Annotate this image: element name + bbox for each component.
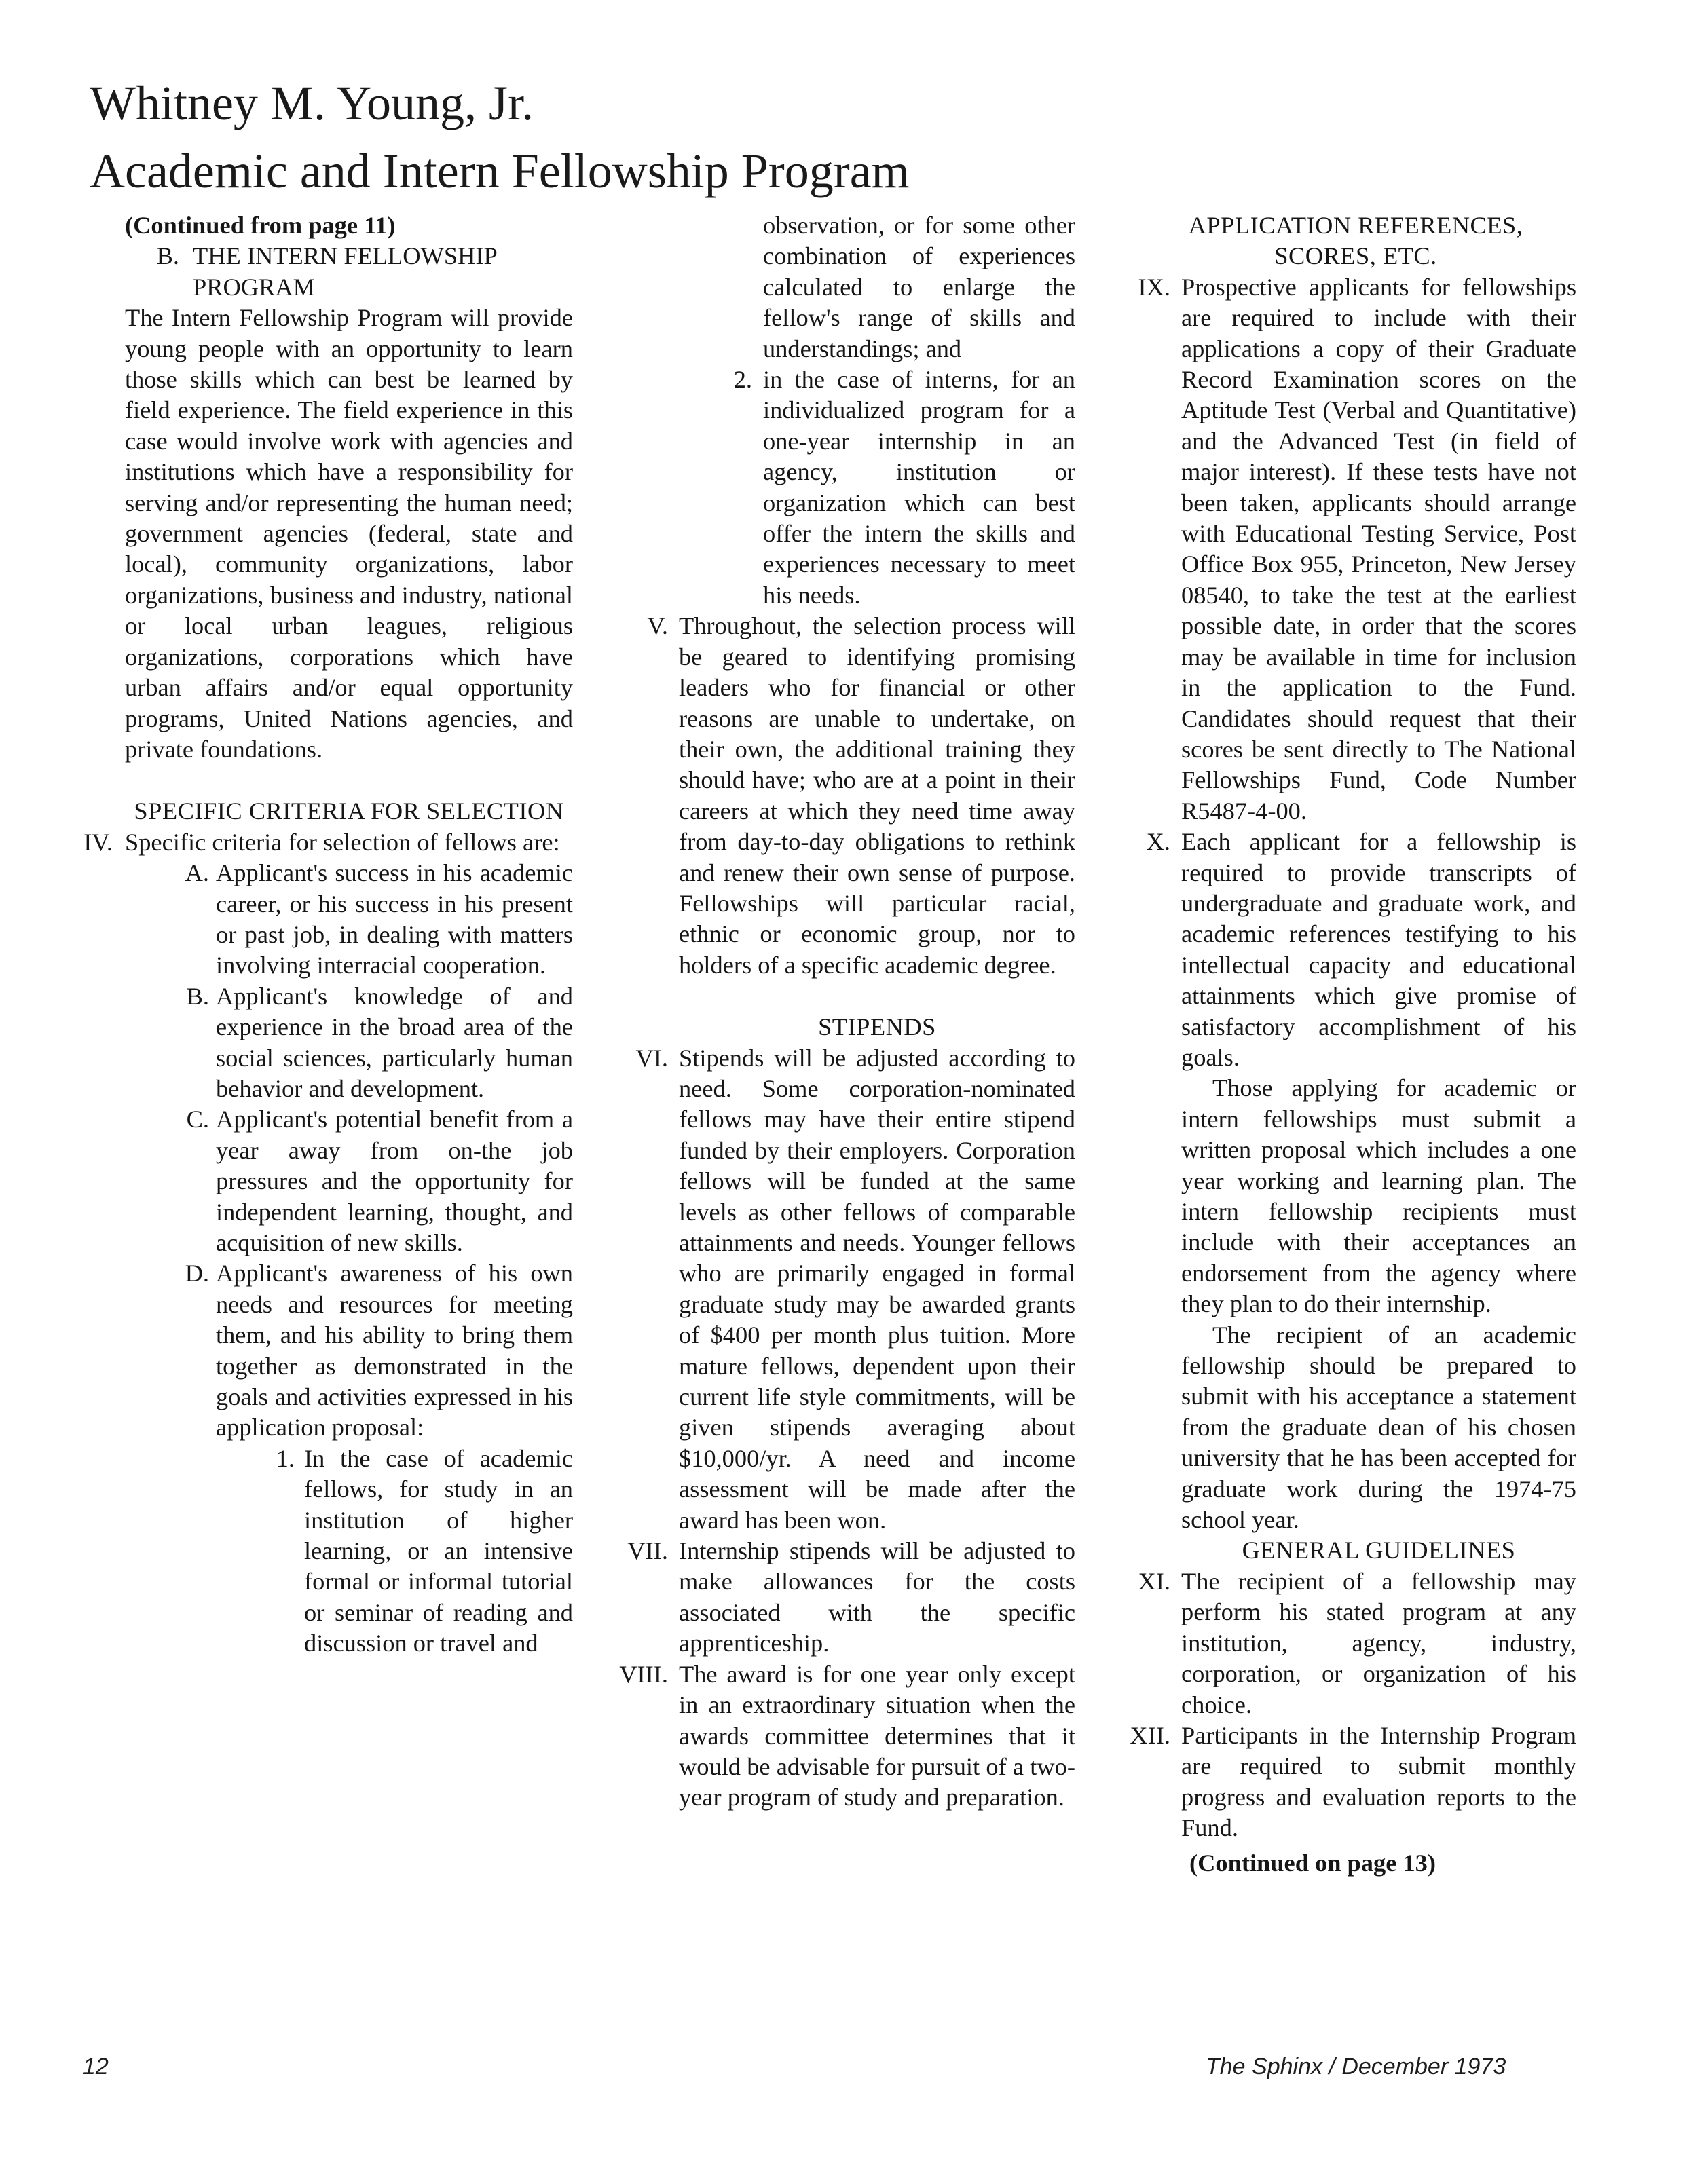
item-x-text: Each applicant for a fellowship is required to provide transcripts of undergraduate and graduate work, and academic references testifying to his intellectual capacity and educational attainments which give promise of satisfactory accomplishment of his goals. <box>1181 828 1576 1071</box>
criterion-d-2-number: 2. <box>733 366 752 394</box>
item-ix-number: IX. <box>1138 273 1170 301</box>
criterion-a <box>125 858 573 981</box>
general-guidelines-heading: GENERAL GUIDELINES <box>1242 1537 1516 1564</box>
item-vii <box>600 1536 1075 1659</box>
recipient-paragraph: The recipient of an academic fellowship should be prepared to submit with his acceptance a statement from the graduate dean of his chosen university that he has been accepted for graduate work during the 1974-75 school year. <box>1181 1321 1576 1534</box>
item-vii-number: VII. <box>627 1537 668 1565</box>
item-x-number: X. <box>1146 828 1170 856</box>
item-viii <box>600 1659 1075 1813</box>
item-v <box>600 611 1075 981</box>
criterion-d-1-number: 1. <box>276 1444 295 1472</box>
item-xi-number: XI. <box>1138 1567 1170 1595</box>
criterion-d-2 <box>600 364 1075 611</box>
criterion-d-1-continued: observation, or for some other combination of experiences calculated to enlarge the fellow's range of skills and understandings; and <box>763 212 1075 362</box>
criterion-a-letter: A. <box>185 859 209 887</box>
criterion-d-text: Applicant's awareness of his own needs and resources for meeting them, and his ability to bring them together as demonstrated in the goals and activities expressed in his application proposal: <box>216 1260 573 1442</box>
section-b-label: B. <box>156 242 179 270</box>
title-line-1: Whitney M. Young, Jr. <box>90 76 534 130</box>
section-b-title: THE INTERN FELLOWSHIP PROGRAM <box>193 242 497 301</box>
stipends-heading: STIPENDS <box>818 1013 936 1041</box>
criterion-d-1-text: In the case of academic fellows, for study in an institution of higher learning, or an intensive formal or informal tutorial or seminar of reading and discussion or travel and <box>304 1444 573 1657</box>
item-v-number: V. <box>647 612 668 640</box>
criterion-b-letter: B. <box>186 982 209 1010</box>
item-vii-text: Internship stipends will be adjusted to make allowances for the costs associated with the specific apprenticeship. <box>679 1537 1075 1657</box>
criterion-d-2-text: in the case of interns, for an individualized program for a one-year internship in an agency, institution or organization which can best offer the intern the skills and experiences necessary to meet his needs. <box>763 366 1075 609</box>
application-references-heading: APPLICATION REFERENCES, SCORES, ETC. <box>1188 212 1523 270</box>
item-vi-text: Stipends will be adjusted according to need. Some corporation-nominated fellows may have their entire stipend funded by their employers. Corporation fellows will be funded at the same levels as other fellows of comparable attainments and needs. Younger fellows who are primarily engaged in formal graduate study may be awarded grants of $400 per month plus tuition. More mature fellows, dependent upon their current life style commitments, will be given stipends averaging about $10,000/yr. A need and income assessment will be made after the award has been won. <box>679 1044 1075 1534</box>
item-vi-number: VI. <box>635 1044 668 1072</box>
column-3 <box>1108 210 1576 1879</box>
item-iv-text: Specific criteria for selection of fellows are: <box>125 828 560 856</box>
continued-on-note: (Continued on page 13) <box>1189 1849 1436 1877</box>
criterion-c <box>125 1104 573 1258</box>
item-ix-text: Prospective applicants for fellowships are required to include with their applications a copy of their Graduate Record Examination scores on the Aptitude Test (Verbal and Quantitative) and the Advanced Test (in field of major interest). If these tests have not been taken, applicants should arrange with Educational Testing Service, Post Office Box 955, Princeton, New Jersey 08540, to take the test at the earliest possible date, in order that the scores may be available in time for inclusion in the application to the Fund. Candidates should request that their scores be sent directly to The National Fellowships Fund, Code Number R5487-4-00. <box>1181 273 1576 825</box>
item-viii-text: The award is for one year only except in an extraordinary situation when the awards committee determines that it would be advisable for pursuit of a two-year program of study and preparation. <box>679 1660 1075 1811</box>
item-x <box>1108 827 1576 1073</box>
criterion-b-text: Applicant's knowledge of and experience in the broad area of the social sciences, particularly human behavior and development. <box>216 982 573 1102</box>
intern-program-paragraph: The Intern Fellowship Program will provide young people with an opportunity to learn those skills which can best be learned by field experience. The field experience in this case would involve work with agencies and institutions which have a responsibility for serving and/or representing the human need; government agencies (federal, state and local), community organizations, labor organizations, business and industry, national or local urban leagues, religious organizations, corporations which have urban affairs and/or equal opportunity programs, United Nations agencies, and private foundations. <box>125 304 573 763</box>
item-xi-text: The recipient of a fellowship may perform his stated program at any institution, agency, industry, corporation, or organization of his choice. <box>1181 1567 1576 1718</box>
criterion-a-text: Applicant's success in his academic career, or his success in his present or past job, in dealing with matters involving interracial cooperation. <box>216 859 573 979</box>
item-v-text: Throughout, the selection process will be geared to identifying promising leaders who for financial or other reasons are unable to undertake, on their own, the additional training they should have; who are at a point in their careers at which they need time away from day-to-day obligations to rethink and renew their own sense of purpose. Fellowships will particular racial, ethnic or economic group, nor to holders of a specific academic degree. <box>679 612 1075 979</box>
column-2 <box>600 210 1075 1813</box>
section-b-heading <box>125 241 573 303</box>
continued-from-note: (Continued from page 11) <box>125 212 396 239</box>
publication-footer: The Sphinx / December 1973 <box>1206 2054 1506 2079</box>
item-iv-number: IV. <box>83 828 113 856</box>
item-iv <box>41 827 573 858</box>
item-xii-number: XII. <box>1130 1721 1170 1749</box>
item-xi <box>1108 1566 1576 1720</box>
specific-criteria-heading: SPECIFIC CRITERIA FOR SELECTION <box>134 797 564 825</box>
criterion-c-letter: C. <box>186 1106 209 1133</box>
item-xii-text: Participants in the Internship Program are required to submit monthly progress and evaluation reports to the Fund. <box>1181 1721 1576 1842</box>
column-1 <box>83 210 573 1659</box>
criterion-d-letter: D. <box>185 1260 209 1287</box>
item-xii <box>1108 1720 1576 1844</box>
item-ix <box>1108 272 1576 827</box>
page-number: 12 <box>83 2054 109 2079</box>
criterion-d <box>125 1258 573 1443</box>
title-line-2: Academic and Intern Fellowship Program <box>90 144 910 198</box>
criterion-c-text: Applicant's potential benefit from a year away from on-the job pressures and the opportunity for independent learning, thought, and acquisition of new skills. <box>216 1106 573 1256</box>
item-vi <box>600 1043 1075 1537</box>
criterion-b <box>125 981 573 1105</box>
proposal-paragraph: Those applying for academic or intern fellowships must submit a written proposal which includes a one year working and learning plan. The intern fellowship recipients must include with their acceptances an endorsement from the agency where they plan to do their internship. <box>1181 1074 1576 1318</box>
item-viii-number: VIII. <box>619 1660 668 1688</box>
criterion-d-1 <box>125 1444 573 1659</box>
